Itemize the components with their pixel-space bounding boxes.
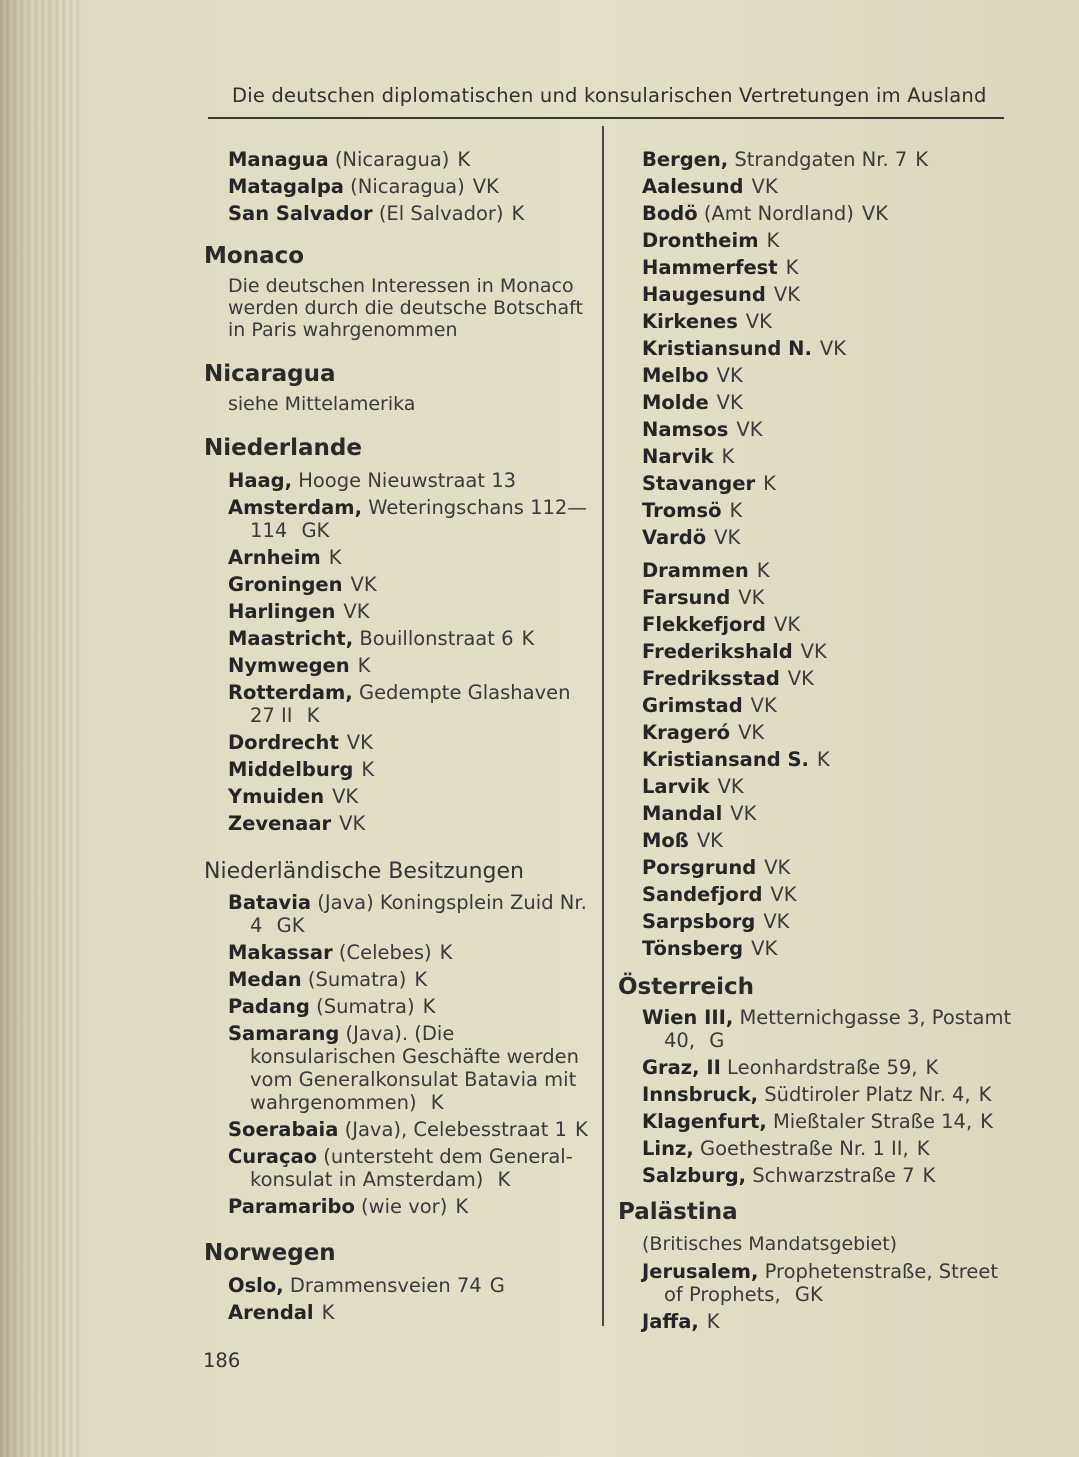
- list-item: Bodö (Amt Nordland) VK: [642, 202, 889, 225]
- nicaragua-note: siehe Mittelamerika: [228, 393, 416, 415]
- list-item: Kirkenes VK: [642, 310, 772, 333]
- list-item: Amsterdam, Weteringschans 112—114 GK: [228, 496, 587, 542]
- norwegen-list: [204, 1272, 596, 1326]
- list-item: Soerabaia (Java), Celebesstraat 1 K: [228, 1118, 588, 1141]
- palaestina-list: [618, 1260, 1018, 1335]
- list-item: Aalesund VK: [642, 175, 778, 198]
- list-item: Arendal K: [228, 1301, 335, 1324]
- niederlande-list: [204, 467, 596, 837]
- list-item: Narvik K: [642, 445, 735, 468]
- list-item: Sarpsborg VK: [642, 910, 790, 933]
- besitzungen-list: [204, 891, 596, 1220]
- running-head: Die deutschen diplomatischen und konsularischen Vertretungen im Ausland: [232, 84, 987, 107]
- list-item: Innsbruck, Südtiroler Platz Nr. 4, K: [642, 1083, 992, 1106]
- list-item: Haugesund VK: [642, 283, 801, 306]
- oesterreich-list: [618, 1006, 1018, 1189]
- list-item: Makassar (Celebes) K: [228, 941, 453, 964]
- list-item: Mandal VK: [642, 802, 757, 825]
- list-item: Batavia (Java) Koningsplein Zuid Nr. 4 GK: [228, 891, 587, 937]
- list-item: Middelburg K: [228, 758, 375, 781]
- list-item: Harlingen VK: [228, 600, 370, 623]
- list-item: Jerusalem, Prophetenstraße, Street of Prophets, GK: [642, 1260, 998, 1306]
- list-item: Tromsö K: [642, 499, 743, 522]
- list-item: Stavanger K: [642, 472, 776, 495]
- list-item: Larvik VK: [642, 775, 744, 798]
- list-item: Curaçao (untersteht dem Generalkonsulat in Amsterdam) K: [228, 1145, 573, 1191]
- column-divider: [602, 126, 604, 1326]
- list-item: Groningen VK: [228, 573, 377, 596]
- section-heading-niederlande: Niederlande: [204, 435, 362, 461]
- list-item: Dordrecht VK: [228, 731, 373, 754]
- section-heading-palaestina: Palästina: [618, 1199, 738, 1225]
- list-item: Arnheim K: [228, 546, 342, 569]
- list-item: Drontheim K: [642, 229, 780, 252]
- section-heading-niederlaendische-besitzungen: Niederländische Besitzungen: [204, 859, 524, 884]
- header-rule: [208, 117, 1004, 119]
- list-item: San Salvador (El Salvador) K: [228, 202, 525, 225]
- palaestina-subtitle: (Britisches Mandatsgebiet): [642, 1233, 898, 1255]
- list-item: Wien III, Metternichgasse 3, Postamt 40, G: [642, 1006, 1012, 1052]
- list-item: Graz, II Leonhardstraße 59, K: [642, 1056, 939, 1079]
- list-item: Moß VK: [642, 829, 723, 852]
- list-item: Tönsberg VK: [642, 937, 778, 960]
- list-item: Fredriksstad VK: [642, 667, 814, 690]
- list-item: Porsgrund VK: [642, 856, 791, 879]
- right-column: [618, 146, 1018, 1335]
- left-column: [204, 146, 596, 1326]
- list-item: Samarang (Java). (Die konsularischen Geschäfte werden vom Generalkonsulat Batavia mit wahrgenommen) K: [228, 1022, 580, 1114]
- list-item: Medan (Sumatra) K: [228, 968, 428, 991]
- list-item: Nymwegen K: [228, 654, 371, 677]
- list-item: Zevenaar VK: [228, 812, 366, 835]
- central-america-list: [204, 146, 596, 227]
- list-item: Linz, Goethestraße Nr. 1 II, K: [642, 1137, 930, 1160]
- norwegen-continued-list: [618, 146, 1018, 551]
- list-item: Molde VK: [642, 391, 743, 414]
- page-number: 186: [203, 1349, 241, 1372]
- list-item: Salzburg, Schwarzstraße 7 K: [642, 1164, 936, 1187]
- list-item: Grimstad VK: [642, 694, 777, 717]
- list-item: Namsos VK: [642, 418, 763, 441]
- book-binding-edge: [0, 0, 80, 1457]
- list-item: Matagalpa (Nicaragua) VK: [228, 175, 499, 198]
- list-item: Melbo VK: [642, 364, 743, 387]
- list-item: Hammerfest K: [642, 256, 799, 279]
- section-heading-nicaragua: Nicaragua: [204, 361, 336, 387]
- list-item: Ymuiden VK: [228, 785, 359, 808]
- list-item: Kristiansand S. K: [642, 748, 830, 771]
- list-item: Oslo, Drammensveien 74 G: [228, 1274, 505, 1297]
- list-item: Managua (Nicaragua) K: [228, 148, 471, 171]
- section-heading-monaco: Monaco: [204, 243, 305, 269]
- list-item: Maastricht, Bouillonstraat 6 K: [228, 627, 535, 650]
- list-item: Frederikshald VK: [642, 640, 827, 663]
- list-item: Flekkefjord VK: [642, 613, 801, 636]
- list-item: Rotterdam, Gedempte Glashaven 27 II K: [228, 681, 571, 727]
- list-item: Klagenfurt, Mießtaler Straße 14, K: [642, 1110, 993, 1133]
- list-item: Vardö VK: [642, 526, 741, 549]
- list-item: Haag, Hooge Nieuwstraat 13: [228, 469, 517, 492]
- section-heading-norwegen: Norwegen: [204, 1240, 336, 1266]
- list-item: Farsund VK: [642, 586, 765, 609]
- norwegen-continued-list-2: [618, 557, 1018, 962]
- list-item: Jaffa, K: [642, 1310, 720, 1333]
- list-item: Sandefjord VK: [642, 883, 797, 906]
- list-item: Padang (Sumatra) K: [228, 995, 436, 1018]
- monaco-note: Die deutschen Interessen in Monaco werden durch die deutsche Botschaft in Paris wahrgenommen: [228, 275, 583, 341]
- section-heading-oesterreich: Österreich: [618, 974, 755, 1000]
- list-item: Kristiansund N. VK: [642, 337, 847, 360]
- list-item: Drammen K: [642, 559, 770, 582]
- list-item: Bergen, Strandgaten Nr. 7 K: [642, 148, 929, 171]
- list-item: Paramaribo (wie vor) K: [228, 1195, 469, 1218]
- list-item: Krageró VK: [642, 721, 765, 744]
